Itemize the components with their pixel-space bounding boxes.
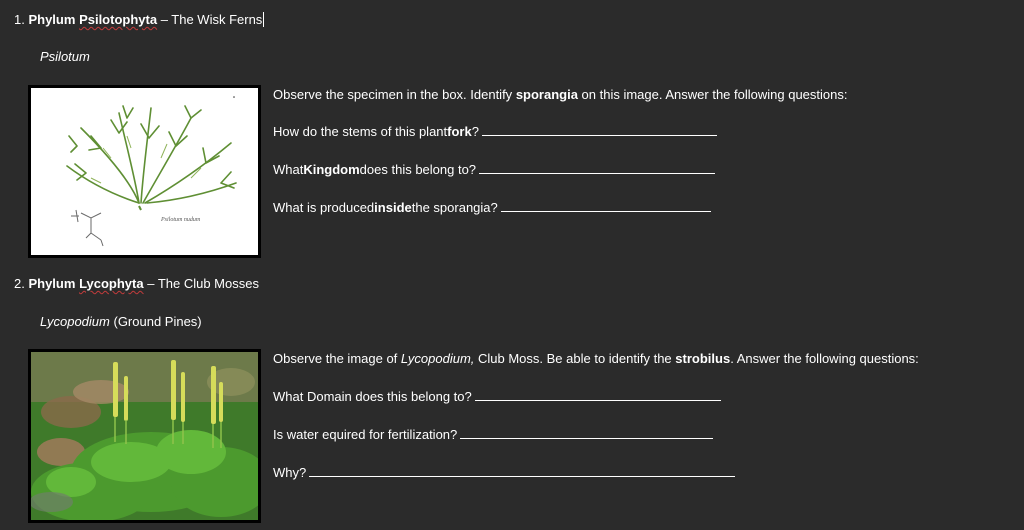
psilotum-specimen-image [28,85,261,258]
lycopodium-photo [28,349,261,523]
section2-instruction: Observe the image of Lycopodium, Club Moss. Be able to identify the strobilus. Answer the following questions: [273,351,919,366]
question-kingdom: What Kingdom does this belong to? [273,162,715,177]
image-caption: Psilotum nudum [161,217,201,223]
answer-line[interactable] [309,475,735,477]
section2-heading: 2. Phylum Lycophyta – The Club Mosses [14,276,259,291]
answer-line[interactable] [479,172,715,174]
answer-line[interactable] [501,210,711,212]
text-cursor [263,12,264,27]
question-sporangia-product: What is produced inside the sporangia? [273,200,711,215]
genus-label: Lycopodium (Ground Pines) [40,314,202,329]
answer-line[interactable] [475,399,721,401]
answer-line[interactable] [482,134,717,136]
genus-label: Psilotum [40,49,90,64]
question-stem-fork: How do the stems of this plant fork ? [273,124,717,139]
phylum-name: Psilotophyta [79,12,158,27]
phylum-name: Lycophyta [79,276,144,291]
section1-heading: 1. Phylum Psilotophyta – The Wisk Ferns [14,12,263,27]
question-water-fertilization: Is water equired for fertilization? [273,427,713,442]
answer-line[interactable] [460,437,713,439]
question-why: Why? [273,465,735,480]
question-domain: What Domain does this belong to? [273,389,721,404]
section1-instruction: Observe the specimen in the box. Identify sporangia on this image. Answer the following questions: [273,87,848,102]
